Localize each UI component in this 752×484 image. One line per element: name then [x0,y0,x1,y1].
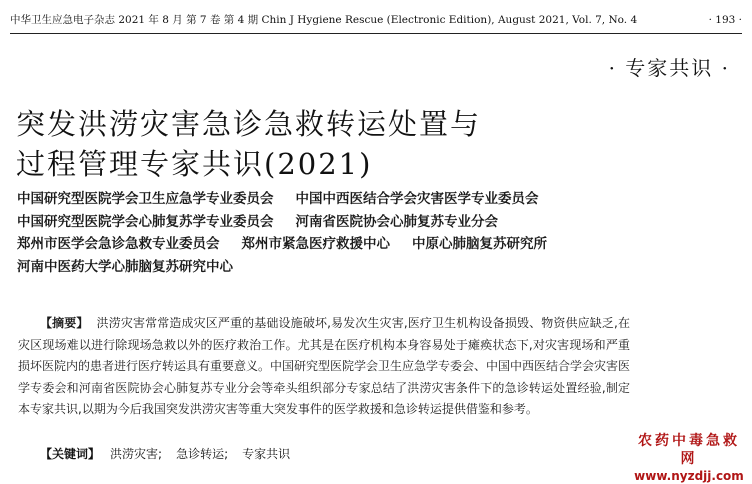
watermark-name: 农药中毒急救网 [638,433,740,467]
abstract-text: 洪涝灾害常常造成灾区严重的基础设施破坏,易发次生灾害,医疗卫生机构设备损毁、物资供应缺乏,在灾区现场难以进行除现场急救以外的医疗救治工作。尤其是在医疗机构本身容易处于瘫痪状态下,对灾害现场和严重损坏医院内的患者进行医疗转运具有重要意义。中国研究型医院学会卫生应急学专委会、中国中西医结合学会灾害医学专委会和河南省医院协会心肺复苏专业分会等牵头组织部分专家总结了洪涝灾害条件下的急诊转运处置经验,制定本专家共识,以期为今后我国突发洪涝灾害等重大突发事件的医学救援和急诊转运提供借鉴和参考。 [18,316,631,416]
keyword: 洪涝灾害; [110,447,163,461]
section-label: · 专家共识 · [608,56,730,80]
author-line [17,188,737,211]
author-org: 河南中医药大学心肺脑复苏研究中心 [17,258,233,275]
author-org: 中国研究型医院学会心肺复苏学专业委员会 [17,213,274,230]
author-org: 河南省医院协会心肺复苏专业分会 [295,213,498,230]
author-line [17,256,737,279]
journal-citation: 中华卫生应急电子杂志 2021 年 8 月 第 7 卷 第 4 期 Chin J Hygiene Rescue (Electronic Edition), August 2021, Vol. 7, No. 4 [10,14,638,26]
abstract [18,313,630,421]
keyword: 专家共识 [242,447,291,461]
page-number: · 193 · [708,14,742,26]
site-watermark [630,432,748,484]
author-org: 中国研究型医院学会卫生应急学专业委员会 [17,191,274,207]
author-line [17,211,737,234]
keywords-label: 【关键词】 [40,447,101,461]
author-org: 中原心肺脑复苏研究所 [412,236,547,252]
author-org: 郑州市医学会急诊急救专业委员会 [17,236,220,252]
title-line-2: 过程管理专家共识(2021) [16,147,373,181]
header-divider [10,33,742,34]
author-line [17,233,737,256]
watermark-url: www.nyzdjj.com [634,469,744,483]
author-organizations [17,188,737,278]
article-title [16,104,576,184]
title-line-1: 突发洪涝灾害急诊急救转运处置与 [16,107,482,141]
abstract-label: 【摘要】 [40,316,89,330]
author-org: 中国中西医结合学会灾害医学专业委员会 [295,191,539,207]
keyword: 急诊转运; [176,447,229,461]
author-org: 郑州市紧急医疗救援中心 [241,236,390,252]
keywords [18,444,304,465]
journal-header [10,10,742,30]
